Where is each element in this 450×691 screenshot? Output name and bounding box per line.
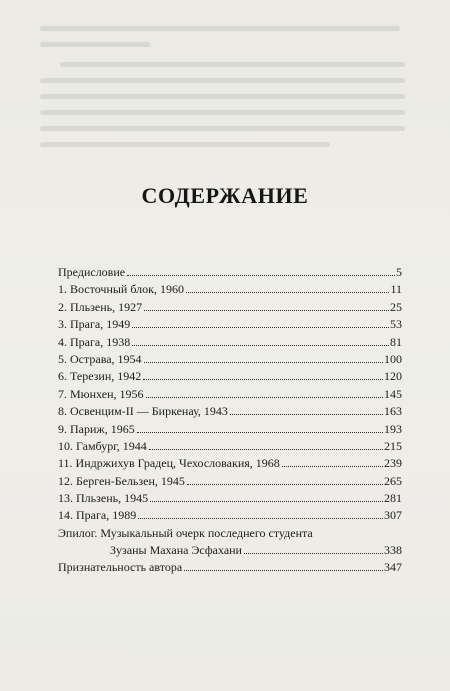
toc-dot-leader xyxy=(138,518,383,519)
toc-entry-title: 7. Мюнхен, 1956 xyxy=(58,386,144,401)
toc-dot-leader xyxy=(149,449,383,450)
toc-entry-title: Эпилог. Музыкальный очерк последнего студента xyxy=(58,525,313,540)
toc-entry-title-continuation: Зузаны Махана Эсфахани xyxy=(110,542,242,557)
page-title: СОДЕРЖАНИЕ xyxy=(141,182,309,208)
toc-dot-leader xyxy=(184,570,383,571)
toc-entry xyxy=(58,559,402,576)
toc-page-number: 281 xyxy=(384,491,402,506)
toc-dot-leader xyxy=(144,310,389,311)
toc-page-number: 100 xyxy=(384,351,402,366)
toc-entry-title: 6. Терезин, 1942 xyxy=(58,369,142,384)
toc-entry-title: 10. Гамбург, 1944 xyxy=(58,438,147,453)
toc-dot-leader xyxy=(146,397,383,398)
toc-entry-title: Признательность автора xyxy=(58,560,183,575)
toc-page-number: 53 xyxy=(390,317,402,332)
toc-dot-leader xyxy=(187,484,383,485)
toc-entry xyxy=(58,438,402,455)
toc-page-number: 265 xyxy=(384,473,402,488)
toc-page-number: 5 xyxy=(396,265,402,279)
toc-dot-leader xyxy=(150,501,383,502)
toc-entry xyxy=(58,473,402,490)
toc-entry xyxy=(58,403,402,420)
toc-entry-title: 4. Прага, 1938 xyxy=(58,334,131,349)
toc-page-number: 338 xyxy=(384,542,402,557)
toc-entry xyxy=(58,368,402,385)
toc-entry-title: 13. Пльзень, 1945 xyxy=(58,491,149,506)
toc-entry-title: 3. Прага, 1949 xyxy=(58,317,131,332)
toc-dot-leader xyxy=(282,466,383,467)
toc-dot-leader xyxy=(186,292,389,293)
toc-entry xyxy=(58,525,402,559)
toc-dot-leader xyxy=(144,362,383,363)
toc-page-number: 239 xyxy=(384,456,402,471)
toc-dot-leader xyxy=(127,275,395,276)
toc-page-number: 163 xyxy=(384,404,402,419)
toc-entry xyxy=(58,455,402,472)
toc-entry-title: Предисловие xyxy=(58,265,126,279)
toc-entry-title: 11. Индржихув Градец, Чехословакия, 1968 xyxy=(58,456,280,471)
toc-entry-title: 12. Берген-Бельзен, 1945 xyxy=(58,473,185,488)
toc-entry xyxy=(58,421,402,438)
toc-entry-title: 1. Восточный блок, 1960 xyxy=(58,282,184,297)
toc-entry xyxy=(58,351,402,368)
toc-entry xyxy=(58,299,402,316)
toc-dot-leader xyxy=(137,432,383,433)
toc-entry xyxy=(58,281,402,298)
toc-page-number: 145 xyxy=(384,386,402,401)
toc-page-number: 120 xyxy=(384,369,402,384)
toc-entry-title: 2. Пльзень, 1927 xyxy=(58,299,143,314)
toc-entry xyxy=(58,264,402,281)
toc-entry xyxy=(58,386,402,403)
toc-dot-leader xyxy=(143,379,383,380)
toc-dot-leader xyxy=(244,553,383,554)
toc-page-number: 81 xyxy=(390,334,402,349)
toc-dot-leader xyxy=(132,345,389,346)
toc-page-number: 11 xyxy=(390,282,402,297)
toc-dot-leader xyxy=(132,327,389,328)
toc-entry xyxy=(58,316,402,333)
toc-entry-title: 5. Острава, 1954 xyxy=(58,351,142,366)
show-through-text xyxy=(0,0,450,165)
toc-entry xyxy=(58,334,402,351)
toc-entry-title: 8. Освенцим-II — Биркенау, 1943 xyxy=(58,404,228,419)
toc-page-number: 193 xyxy=(384,421,402,436)
toc-page-number: 307 xyxy=(384,508,402,523)
toc-dot-leader xyxy=(230,414,383,415)
toc-entry-title: 9. Париж, 1965 xyxy=(58,421,135,436)
toc-entry xyxy=(58,507,402,524)
toc-page-number: 215 xyxy=(384,438,402,453)
toc-entry-continuation-line xyxy=(58,542,402,559)
table-of-contents xyxy=(58,264,402,577)
toc-entry-title: 14. Прага, 1989 xyxy=(58,508,137,523)
toc-page-number: 347 xyxy=(384,560,402,575)
toc-entry xyxy=(58,490,402,507)
toc-page-number: 25 xyxy=(390,299,402,314)
